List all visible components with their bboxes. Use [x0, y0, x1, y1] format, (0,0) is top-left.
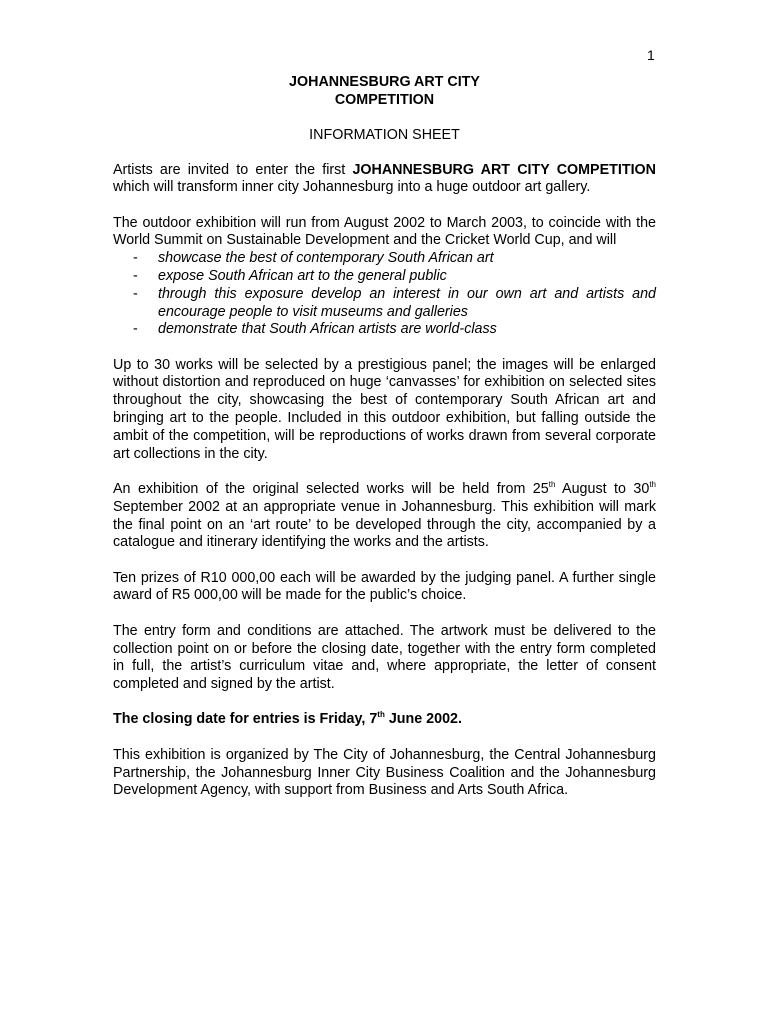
prizes-paragraph: Ten prizes of R10 000,00 each will be awarded by the judging panel. A further single award of R5 000,00 will be made for the public’s choice.: [113, 569, 656, 604]
selection-paragraph: Up to 30 works will be selected by a prestigious panel; the images will be enlarged without distortion and reproduced on huge ‘canvasses’ for exhibition on selected sites throughout the city, showcasing the best of contemporary South African art and bringing art to the people. Included in this outdoor exhibition, but falling outside the ambit of the competition, will be reproductions of works drawn from several corporate art collections in the city.: [113, 356, 656, 462]
aims-list: [113, 250, 656, 339]
list-item: [113, 250, 656, 268]
list-item-text: expose South African art to the general public: [158, 267, 447, 284]
bullet-dash: -: [133, 250, 138, 267]
closing-date-paragraph: [113, 711, 656, 729]
intro-text-before: Artists are invited to enter the first: [113, 161, 353, 178]
entry-form-paragraph: The entry form and conditions are attached. The artwork must be delivered to the collection point on or before the closing date, together with the entry form completed in full, the artist’s curriculum vitae and, where appropriate, the letter of consent completed and signed by the artist.: [113, 622, 656, 693]
document-body: [113, 73, 656, 800]
title-line-1: JOHANNESBURG ART CITY: [289, 74, 480, 90]
bullet-dash: -: [133, 267, 138, 284]
bullet-dash: -: [133, 321, 138, 338]
list-item: [113, 286, 656, 322]
original-exhibition-paragraph: [113, 481, 656, 552]
intro-competition-name: JOHANNESBURG ART CITY COMPETITION: [352, 161, 656, 178]
organizers-paragraph: This exhibition is organized by The City of Johannesburg, the Central Johannesburg Partnership, the Johannesburg Inner City Business Coalition and the Johannesburg Development Agency, with support from Business and Arts South Africa.: [113, 746, 656, 799]
document-title: [113, 73, 656, 109]
ordinal-suffix: th: [649, 479, 656, 489]
original-exhibition-text-2: August to 30: [555, 480, 650, 497]
list-item: [113, 321, 656, 339]
intro-text-after: which will transform inner city Johannesburg into a huge outdoor art gallery.: [113, 179, 591, 196]
title-line-2: COMPETITION: [334, 92, 435, 108]
exhibition-run-paragraph: The outdoor exhibition will run from August 2002 to March 2003, to coincide with the World Summit on Sustainable Development and the Cricket World Cup, and will: [113, 214, 656, 249]
closing-date-text-1: The closing date for entries is Friday, 7: [113, 711, 378, 728]
closing-date-text-2: June 2002.: [384, 711, 462, 728]
original-exhibition-text-3: September 2002 at an appropriate venue in Johannesburg. This exhibition will mark the final point on an ‘art route’ to be developed through the city, accompanied by a catalogue and itinerary identifying the works and the artists.: [113, 498, 656, 551]
bullet-dash: -: [133, 285, 138, 302]
list-item-text: demonstrate that South African artists are world-class: [158, 321, 497, 338]
list-item-text: showcase the best of contemporary South African art: [158, 250, 494, 267]
list-item-text: through this exposure develop an interest in our own art and artists and encourage people to visit museums and galleries: [158, 285, 656, 320]
document-subtitle: INFORMATION SHEET: [309, 127, 460, 143]
closing-date-text: [113, 711, 462, 727]
ordinal-suffix: th: [548, 479, 556, 489]
list-item: [113, 268, 656, 286]
original-exhibition-text-1: An exhibition of the original selected works will be held from 25: [113, 480, 549, 497]
intro-paragraph: [113, 162, 656, 198]
ordinal-suffix: th: [377, 710, 385, 720]
page-number: 1: [647, 47, 655, 63]
